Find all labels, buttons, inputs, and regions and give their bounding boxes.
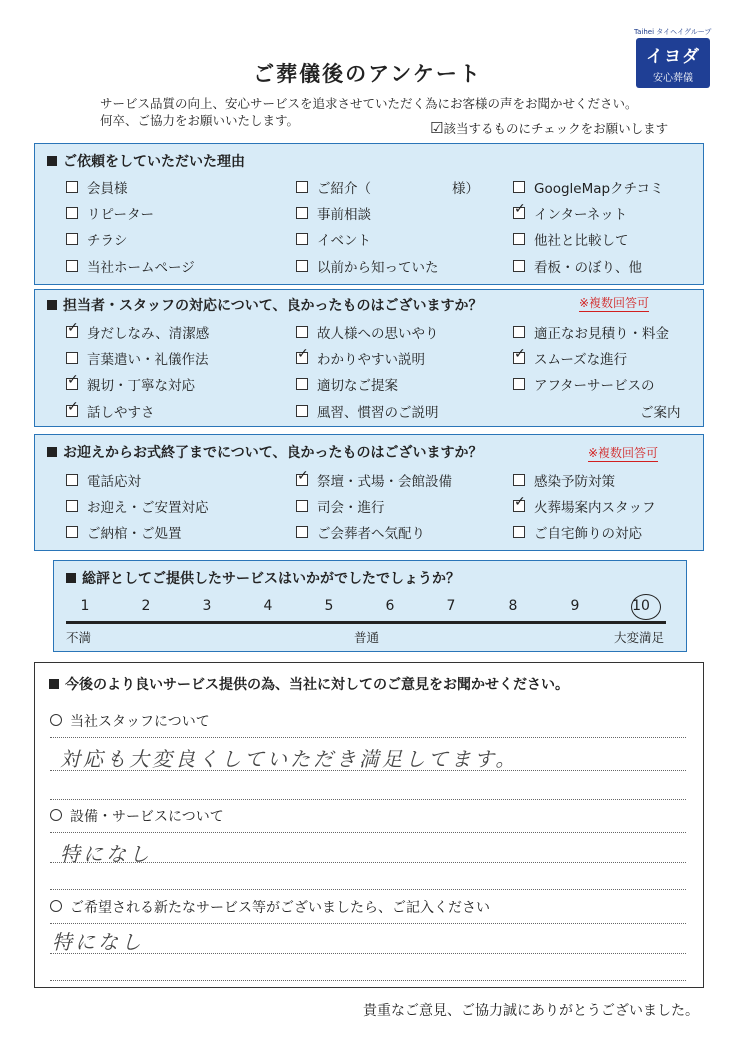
option-item[interactable] [513,348,627,368]
logo-group-text: Taihei タイヘイグループ [634,28,712,36]
answer-line [50,832,686,833]
rating-option-7[interactable]: 7 [446,598,456,614]
logo-sub-text: 安心葬儀 [653,73,693,84]
checkbox[interactable] [513,233,525,245]
checkbox[interactable] [513,326,525,338]
option-label: リピーター [87,207,154,223]
option-label: 適正なお見積り・料金 [534,326,669,342]
option-label: 電話応対 [87,474,141,490]
option-label: ご自宅飾りの対応 [534,526,642,542]
intro-line-1: サービス品質の向上、安心サービスを追求させていただく為にお客様の声をお聞かせください。 [100,96,638,111]
rating-option-3[interactable]: 3 [202,598,212,614]
checkbox[interactable] [66,474,78,486]
option-item[interactable] [296,348,425,368]
option-item[interactable] [66,470,141,490]
rating-scale-line [66,621,666,624]
option-item[interactable] [66,256,195,276]
circle-bullet-icon [50,900,62,912]
option-item[interactable] [66,496,209,516]
answer-staff[interactable]: 対応も大変良くしていただき満足してます。 [60,747,519,771]
option-label: 感染予防対策 [534,474,615,490]
rating-option-2[interactable]: 2 [141,598,151,614]
option-label: 身だしなみ、清潔感 [87,326,210,342]
multiple-answers-note: ※複数回答可 [579,296,650,310]
option-label: 祭壇・式場・会館設備 [317,474,452,490]
checkbox[interactable] [66,378,78,390]
checkbox[interactable] [513,526,525,538]
option-label: 言葉遣い・礼儀作法 [87,352,209,368]
section-title-text: 今後のより良いサービス提供の為、当社に対してのご意見をお聞かせください。 [65,677,569,693]
question-text: ご希望される新たなサービス等がございましたら、ご記入ください [70,900,490,916]
option-label: 事前相談 [317,207,371,223]
rating-option-10[interactable]: 10 [632,598,650,614]
option-label: 火葬場案内スタッフ [534,500,656,516]
checkbox[interactable] [513,260,525,272]
square-bullet-icon [66,573,76,583]
multiple-answers-note: ※複数回答可 [588,446,659,460]
rating-option-4[interactable]: 4 [263,598,273,614]
logo-main-text: イヨダ [646,47,700,67]
option-item[interactable] [66,374,195,394]
option-item[interactable] [66,229,128,249]
checkbox[interactable] [513,181,525,193]
checkbox[interactable] [296,474,308,486]
checkbox[interactable] [66,352,78,364]
scale-high-label: 大変満足 [614,630,665,645]
section-title-text: ご依頼をしていただいた理由 [63,154,245,170]
option-label: チラシ [87,233,128,249]
option-label: アフターサービスの [534,378,655,394]
option-item[interactable] [66,522,182,542]
option-item[interactable] [66,203,154,223]
checkbox[interactable] [296,207,308,219]
option-item[interactable] [66,348,209,368]
option-label: イベント [317,233,371,249]
rating-option-8[interactable]: 8 [508,598,518,614]
option-label: 司会・進行 [317,500,385,516]
option-continuation: ご案内 [640,405,681,421]
option-item[interactable] [296,401,439,421]
selected-rating-circle [631,594,661,620]
option-item[interactable] [296,374,398,394]
question-text: 設備・サービスについて [70,809,224,825]
rating-option-1[interactable]: 1 [80,598,90,614]
intro-line-2: 何卒、ご協力をお願いいたします。 [100,113,300,128]
option-label: 故人様への思いやり [317,326,439,342]
section-title [47,442,482,462]
option-item[interactable] [296,470,452,490]
answer-line [50,799,686,800]
checkbox[interactable] [66,500,78,512]
checkbox[interactable] [296,352,308,364]
square-bullet-icon [47,156,57,166]
square-bullet-icon [49,679,59,689]
page-title: ご葬儀後のアンケート [253,62,482,86]
rating-option-9[interactable]: 9 [570,598,580,614]
option-label: 他社と比較して [534,233,629,249]
checkbox[interactable] [296,500,308,512]
checkmark-icon: ☑ [430,119,444,137]
check-instruction-text: 該当するものにチェックをお願いします [443,121,669,136]
option-item[interactable] [296,322,439,342]
option-item[interactable] [513,496,656,516]
question-staff [50,711,210,731]
thank-you-message: 貴重なご意見、ご協力誠にありがとうございました。 [363,1003,699,1019]
answer-line [50,953,686,954]
section-title [47,151,245,171]
option-item[interactable] [296,177,479,197]
question-facility [50,806,224,826]
question-new-service [50,897,490,917]
section-title-text: 総評としてご提供したサービスはいかがでしたでしょうか？ [82,571,460,587]
checkbox[interactable] [513,500,525,512]
checkbox[interactable] [296,181,308,193]
checkbox[interactable] [296,378,308,390]
scale-low-label: 不満 [66,630,92,645]
option-label: 看板・のぼり、他 [534,260,642,276]
option-item[interactable] [296,522,425,542]
option-item[interactable] [66,322,209,342]
checkbox[interactable] [296,326,308,338]
rating-option-6[interactable]: 6 [385,598,395,614]
option-label: ご会葬者へ気配り [317,526,425,542]
section-title [66,568,460,588]
rating-option-5[interactable]: 5 [324,598,334,614]
checkbox[interactable] [513,207,525,219]
option-item[interactable] [513,229,629,249]
answer-line [50,923,686,924]
option-item[interactable] [513,177,664,197]
option-label: 話しやすさ [87,405,155,421]
option-item[interactable] [66,177,128,197]
option-item[interactable] [513,203,627,223]
option-label: わかりやすい説明 [317,352,425,368]
checkbox[interactable] [66,405,78,417]
option-item[interactable] [296,203,371,223]
checkbox[interactable] [66,207,78,219]
option-item[interactable] [513,522,642,542]
check-instruction [430,119,668,137]
checkbox[interactable] [66,526,78,538]
option-label: ご納棺・ご処置 [87,526,182,542]
option-item[interactable] [513,256,642,276]
checkbox[interactable] [296,405,308,417]
option-item[interactable] [513,322,669,342]
question-text: 当社スタッフについて [70,714,210,730]
section-title [49,674,569,694]
option-item[interactable] [513,470,615,490]
option-label: インターネット [534,207,628,223]
checkbox[interactable] [296,526,308,538]
checkbox[interactable] [66,260,78,272]
option-label: スムーズな進行 [534,352,628,368]
checkbox[interactable] [513,474,525,486]
option-label: 会員様 [87,181,128,197]
answer-line [50,980,686,981]
checkbox[interactable] [66,326,78,338]
option-item[interactable] [296,496,385,516]
option-label: 当社ホームページ [87,260,195,276]
option-label: 親切・丁寧な対応 [87,378,195,394]
section-title-text: お迎えからお式終了までについて、良かったものはございますか？ [63,445,483,461]
option-item[interactable] [513,374,655,394]
section-title-text: 担当者・スタッフの対応について、良かったものはございますか？ [63,298,483,314]
option-item[interactable] [66,401,155,421]
answer-line [50,737,686,738]
option-label: お迎え・ご安置対応 [87,500,209,516]
section-title [47,295,482,315]
square-bullet-icon [47,300,57,310]
answer-line [50,770,686,771]
option-item[interactable] [296,256,439,276]
answer-line [50,862,686,863]
circle-bullet-icon [50,714,62,726]
square-bullet-icon [47,447,57,457]
scale-mid-label: 普通 [354,630,380,645]
option-label: ご紹介（ 様） [317,181,479,197]
option-label: 適切なご提案 [317,378,398,394]
answer-line [50,889,686,890]
checkbox[interactable] [513,378,525,390]
checkbox[interactable] [66,233,78,245]
answer-facility[interactable]: 特になし [60,842,152,866]
answer-new-service[interactable]: 特になし [52,930,144,954]
checkbox[interactable] [296,233,308,245]
option-label: 風習、慣習のご説明 [317,405,439,421]
option-label: 以前から知っていた [317,260,439,276]
circle-bullet-icon [50,809,62,821]
option-label: GoogleMapクチコミ [534,181,664,197]
checkbox[interactable] [513,352,525,364]
option-item[interactable] [296,229,371,249]
checkbox[interactable] [296,260,308,272]
checkbox[interactable] [66,181,78,193]
